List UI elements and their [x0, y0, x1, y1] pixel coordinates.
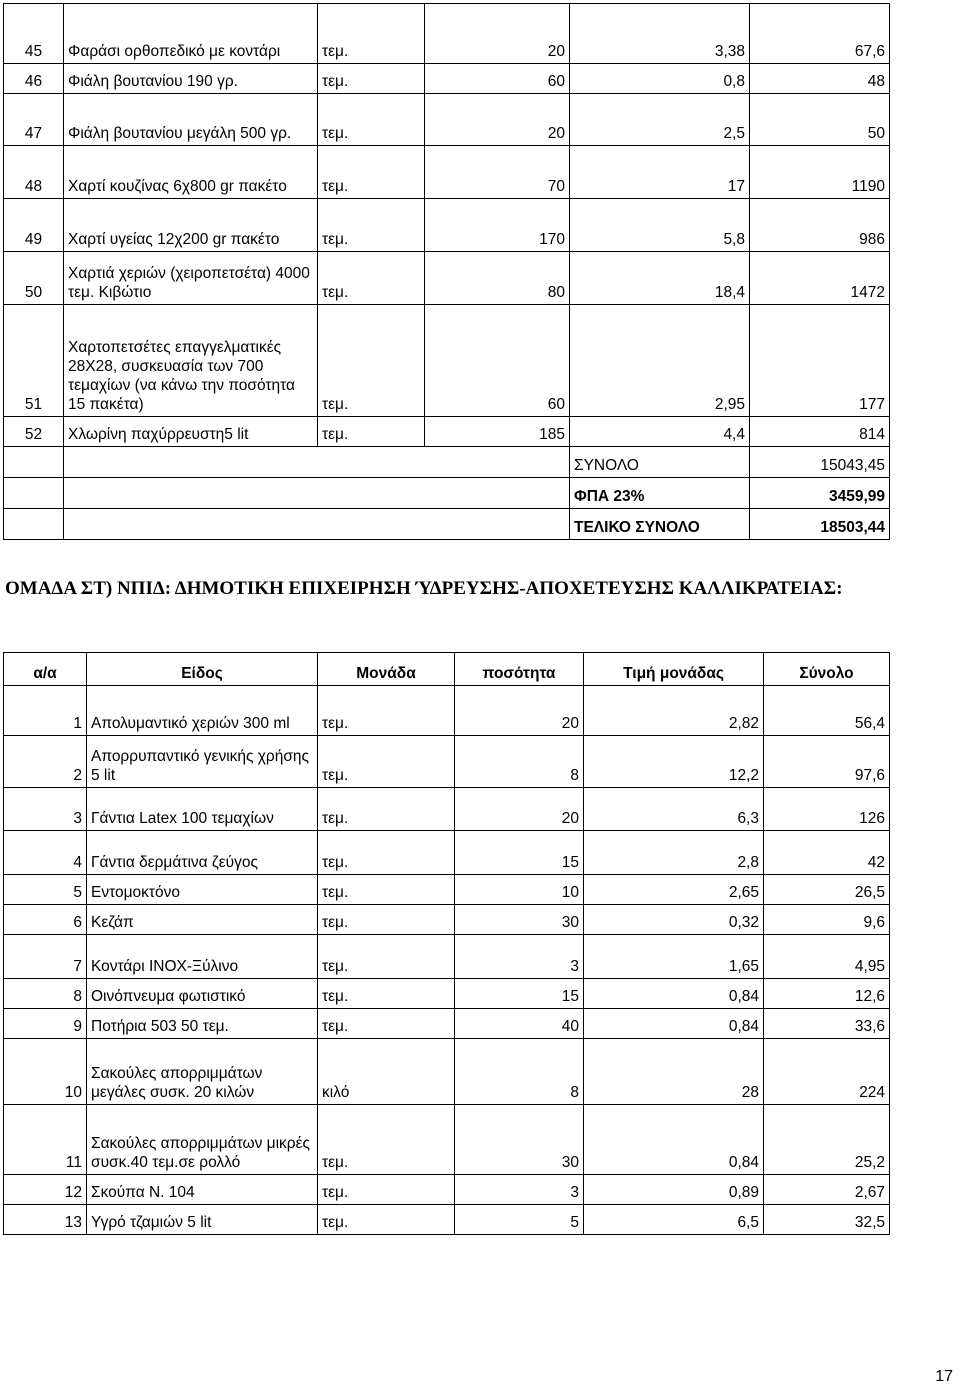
item-description: Κεζάπ [87, 905, 318, 935]
unit: τεμ. [318, 905, 455, 935]
unit-price: 12,2 [584, 736, 764, 788]
items-table-group-st [3, 652, 890, 1235]
item-description: Υγρό τζαμιών 5 lit [87, 1205, 318, 1235]
item-description: Οινόπνευμα φωτιστικό [87, 979, 318, 1009]
unit: τεμ. [318, 417, 425, 447]
quantity: 30 [455, 905, 584, 935]
empty-cell [64, 478, 570, 509]
table-row [4, 1009, 890, 1039]
item-description: Χαρτί υγείας 12χ200 gr πακέτο [64, 199, 318, 252]
unit-price: 6,5 [584, 1205, 764, 1235]
group-heading: ΟΜΑΔΑ ΣΤ) ΝΠΙΔ: ΔΗΜΟΤΙΚΗ ΕΠΙΧΕΙΡΗΣΗ ΎΔΡΕΥΣΗΣ-ΑΠΟΧΕΤΕΥΣΗΣ ΚΑΛΛΙΚΡΑΤΕΙΑΣ: [5, 578, 843, 599]
table-row [4, 146, 890, 199]
page-number: 17 [935, 1368, 953, 1385]
summary-label: ΣΥΝΟΛΟ [570, 447, 750, 478]
unit: τεμ. [318, 686, 455, 736]
row-number: 3 [4, 788, 87, 831]
line-total: 814 [750, 417, 890, 447]
line-total: 9,6 [764, 905, 890, 935]
unit: τεμ. [318, 935, 455, 979]
item-description: Χαρτιά χεριών (χειροπετσέτα) 4000 τεμ. Κιβώτιο [64, 252, 318, 305]
unit: τεμ. [318, 1105, 455, 1175]
quantity: 30 [455, 1105, 584, 1175]
item-description: Χαρτοπετσέτες επαγγελματικές 28Χ28, συσκευασία των 700 τεμαχίων (να κάνω την ποσότητα 15 πακέτα) [64, 305, 318, 417]
item-description: Απολυμαντικό χεριών 300 ml [87, 686, 318, 736]
row-number: 49 [4, 199, 64, 252]
unit-price: 4,4 [570, 417, 750, 447]
table-row [4, 875, 890, 905]
item-description: Κοντάρι ΙΝΟΧ-Ξύλινο [87, 935, 318, 979]
row-number: 11 [4, 1105, 87, 1175]
header-unit-price: Τιμή μονάδας [584, 653, 764, 686]
unit-price: 0,8 [570, 64, 750, 94]
table-row [4, 935, 890, 979]
quantity: 5 [455, 1205, 584, 1235]
row-number: 45 [4, 4, 64, 64]
line-total: 67,6 [750, 4, 890, 64]
table-row [4, 305, 890, 417]
unit: κιλό [318, 1039, 455, 1105]
header-quantity: ποσότητα [455, 653, 584, 686]
unit-price: 18,4 [570, 252, 750, 305]
table-row [4, 1205, 890, 1235]
summary-label: ΦΠΑ 23% [570, 478, 750, 509]
line-total: 2,67 [764, 1175, 890, 1205]
item-description: Φιάλη βουτανίου 190 γρ. [64, 64, 318, 94]
quantity: 15 [455, 831, 584, 875]
table-row [4, 252, 890, 305]
item-description: Εντομοκτόνο [87, 875, 318, 905]
item-description: Απορρυπαντικό γενικής χρήσης 5 lit [87, 736, 318, 788]
table-row [4, 94, 890, 146]
empty-cell [64, 447, 570, 478]
row-number: 51 [4, 305, 64, 417]
row-number: 48 [4, 146, 64, 199]
item-description: Φιάλη βουτανίου μεγάλη 500 γρ. [64, 94, 318, 146]
item-description: Φαράσι ορθοπεδικό με κοντάρι [64, 4, 318, 64]
quantity: 185 [425, 417, 570, 447]
unit-price: 1,65 [584, 935, 764, 979]
unit: τεμ. [318, 199, 425, 252]
unit: τεμ. [318, 94, 425, 146]
unit-price: 3,38 [570, 4, 750, 64]
row-number: 6 [4, 905, 87, 935]
table-row [4, 1039, 890, 1105]
table-row [4, 1105, 890, 1175]
table-row [4, 979, 890, 1009]
table-row [4, 905, 890, 935]
quantity: 3 [455, 1175, 584, 1205]
line-total: 25,2 [764, 1105, 890, 1175]
item-description: Σκούπα Ν. 104 [87, 1175, 318, 1205]
unit-price: 6,3 [584, 788, 764, 831]
line-total: 48 [750, 64, 890, 94]
row-number: 4 [4, 831, 87, 875]
header-item: Είδος [87, 653, 318, 686]
items-table-continued [3, 3, 890, 540]
unit: τεμ. [318, 1175, 455, 1205]
unit-price: 28 [584, 1039, 764, 1105]
line-total: 177 [750, 305, 890, 417]
row-number: 7 [4, 935, 87, 979]
unit: τεμ. [318, 875, 455, 905]
quantity: 15 [455, 979, 584, 1009]
row-number: 46 [4, 64, 64, 94]
summary-row [4, 509, 890, 540]
line-total: 12,6 [764, 979, 890, 1009]
quantity: 20 [455, 686, 584, 736]
unit: τεμ. [318, 64, 425, 94]
row-number: 5 [4, 875, 87, 905]
line-total: 4,95 [764, 935, 890, 979]
unit-price: 2,5 [570, 94, 750, 146]
item-description: Σακούλες απορριμμάτων μεγάλες συσκ. 20 κιλών [87, 1039, 318, 1105]
empty-cell [4, 478, 64, 509]
unit: τεμ. [318, 979, 455, 1009]
row-number: 8 [4, 979, 87, 1009]
quantity: 80 [425, 252, 570, 305]
unit: τεμ. [318, 1009, 455, 1039]
summary-value: 18503,44 [750, 509, 890, 540]
header-unit: Μονάδα [318, 653, 455, 686]
line-total: 224 [764, 1039, 890, 1105]
item-description: Γάντια Latex 100 τεμαχίων [87, 788, 318, 831]
quantity: 170 [425, 199, 570, 252]
table-row [4, 831, 890, 875]
unit: τεμ. [318, 4, 425, 64]
row-number: 52 [4, 417, 64, 447]
row-number: 9 [4, 1009, 87, 1039]
quantity: 60 [425, 64, 570, 94]
row-number: 50 [4, 252, 64, 305]
quantity: 10 [455, 875, 584, 905]
line-total: 42 [764, 831, 890, 875]
summary-value: 3459,99 [750, 478, 890, 509]
unit: τεμ. [318, 788, 455, 831]
table-row [4, 64, 890, 94]
quantity: 70 [425, 146, 570, 199]
summary-label: ΤΕΛΙΚΟ ΣΥΝΟΛΟ [570, 509, 750, 540]
table-row [4, 4, 890, 64]
table-row [4, 686, 890, 736]
quantity: 60 [425, 305, 570, 417]
row-number: 2 [4, 736, 87, 788]
item-description: Χλωρίνη παχύρρευστη5 lit [64, 417, 318, 447]
unit-price: 2,95 [570, 305, 750, 417]
row-number: 1 [4, 686, 87, 736]
quantity: 8 [455, 1039, 584, 1105]
quantity: 8 [455, 736, 584, 788]
unit-price: 0,32 [584, 905, 764, 935]
summary-row [4, 478, 890, 509]
summary-row [4, 447, 890, 478]
line-total: 986 [750, 199, 890, 252]
unit-price: 2,82 [584, 686, 764, 736]
empty-cell [64, 509, 570, 540]
quantity: 20 [425, 94, 570, 146]
unit: τεμ. [318, 831, 455, 875]
table-row [4, 788, 890, 831]
unit-price: 17 [570, 146, 750, 199]
quantity: 40 [455, 1009, 584, 1039]
row-number: 10 [4, 1039, 87, 1105]
row-number: 12 [4, 1175, 87, 1205]
unit-price: 2,65 [584, 875, 764, 905]
table-row [4, 199, 890, 252]
line-total: 26,5 [764, 875, 890, 905]
quantity: 20 [455, 788, 584, 831]
row-number: 47 [4, 94, 64, 146]
item-description: Χαρτί κουζίνας 6χ800 gr πακέτο [64, 146, 318, 199]
line-total: 1472 [750, 252, 890, 305]
unit-price: 0,84 [584, 1009, 764, 1039]
header-aa: α/α [4, 653, 87, 686]
line-total: 1190 [750, 146, 890, 199]
header-total: Σύνολο [764, 653, 890, 686]
unit-price: 0,84 [584, 1105, 764, 1175]
table-row [4, 417, 890, 447]
unit: τεμ. [318, 1205, 455, 1235]
item-description: Σακούλες απορριμμάτων μικρές συσκ.40 τεμ.σε ρολλό [87, 1105, 318, 1175]
item-description: Γάντια δερμάτινα ζεύγος [87, 831, 318, 875]
unit: τεμ. [318, 305, 425, 417]
empty-cell [4, 447, 64, 478]
empty-cell [4, 509, 64, 540]
unit-price: 5,8 [570, 199, 750, 252]
unit-price: 0,89 [584, 1175, 764, 1205]
quantity: 3 [455, 935, 584, 979]
unit: τεμ. [318, 146, 425, 199]
table-row [4, 1175, 890, 1205]
line-total: 33,6 [764, 1009, 890, 1039]
unit-price: 2,8 [584, 831, 764, 875]
table-row [4, 736, 890, 788]
line-total: 126 [764, 788, 890, 831]
summary-value: 15043,45 [750, 447, 890, 478]
quantity: 20 [425, 4, 570, 64]
unit-price: 0,84 [584, 979, 764, 1009]
line-total: 97,6 [764, 736, 890, 788]
unit: τεμ. [318, 252, 425, 305]
item-description: Ποτήρια 503 50 τεμ. [87, 1009, 318, 1039]
unit: τεμ. [318, 736, 455, 788]
line-total: 56,4 [764, 686, 890, 736]
line-total: 50 [750, 94, 890, 146]
line-total: 32,5 [764, 1205, 890, 1235]
table-header-row [4, 653, 890, 686]
row-number: 13 [4, 1205, 87, 1235]
